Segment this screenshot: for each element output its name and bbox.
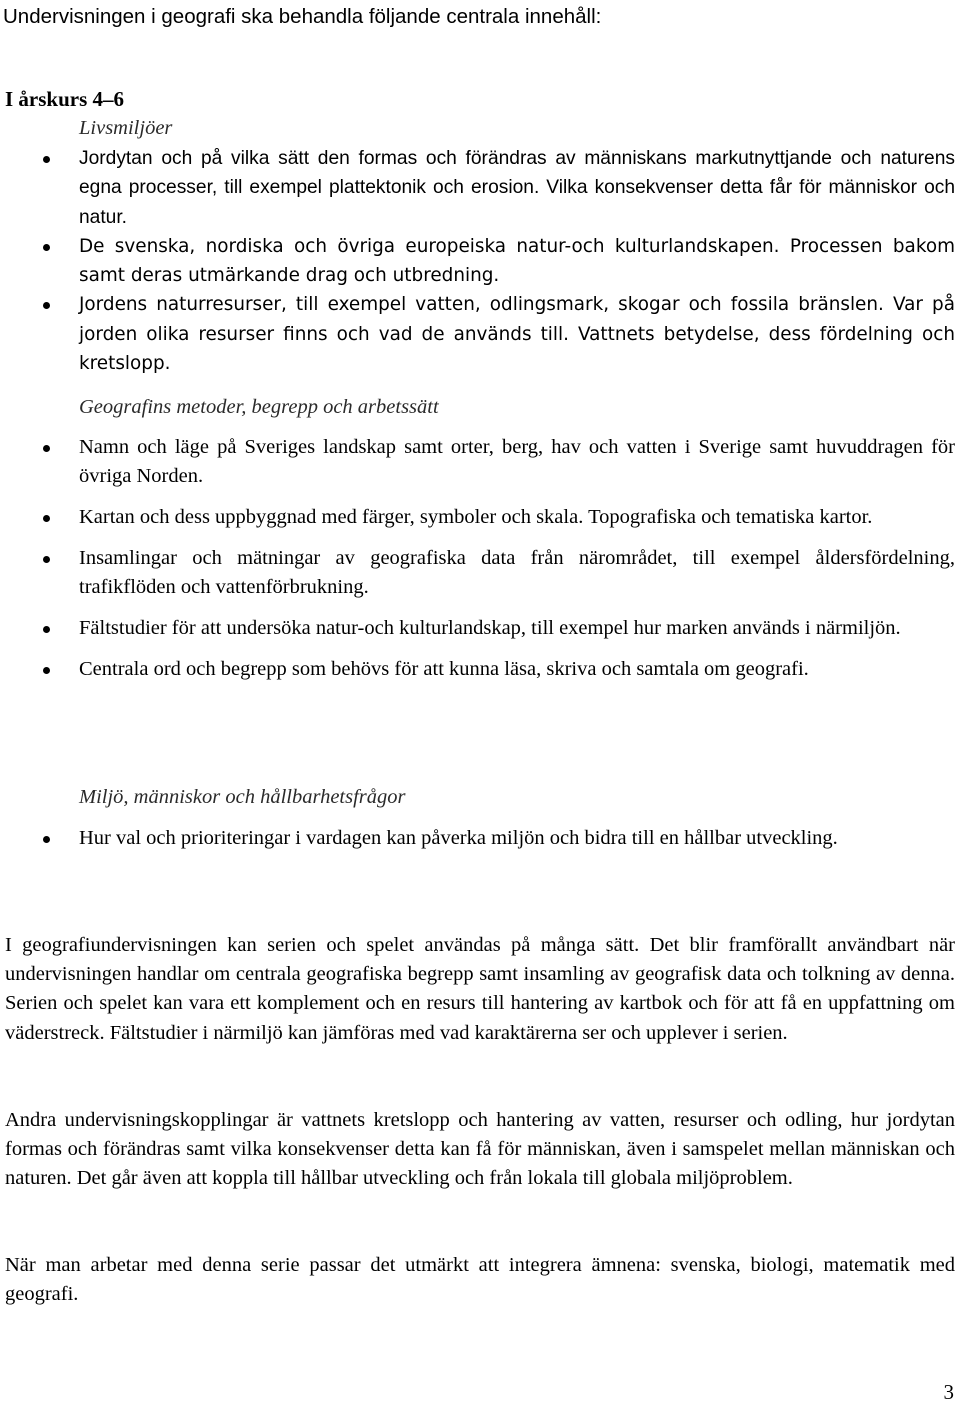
list-item: Jordytan och på vilka sätt den formas och förändras av människans markutnyttjande och naturens egna processer, till exempel plattektonik och erosion. Vilka konsekvenser detta får för människor och natur.: [79, 144, 955, 232]
list-item: Namn och läge på Sveriges landskap samt orter, berg, hav och vatten i Sverige samt huvuddragen för övriga Norden.: [79, 433, 955, 492]
bullet-icon: [43, 836, 50, 843]
grade-heading: I årskurs 4–6: [5, 87, 125, 111]
page-number: 3: [943, 1380, 954, 1404]
page-heading: Undervisningen i geografi ska behandla följande centrala innehåll:: [3, 5, 602, 28]
paragraph-connections: Andra undervisningskopplingar är vattnets kretslopp och hantering av vatten, resurser och odling, hur jordytan formas och förändras samt vilka konsekvenser detta kan få för människan, även i samspelet mellan människan och naturen. Det går även att koppla till hållbar utveckling och från lokala till globala miljöproblem.: [5, 1109, 955, 1190]
section-list-livsmiljoer: [79, 144, 955, 378]
paragraph-usage: I geografiundervisningen kan serien och spelet användas på många sätt. Det blir framförallt användbart när undervisningen handlar om centrala geografiska begrepp samt insamling av geografisk data och tolkning av denna. Serien och spelet kan vara ett komplement och en resurs till hantering av kartbok och för att få en uppfattning om väderstreck. Fältstudier i närmiljö kan jämföras med vad karaktärerna ser och upplever i serien.: [5, 934, 955, 1044]
list-item: Fältstudier för att undersöka natur-och kulturlandskap, till exempel hur marken används i närmiljön.: [79, 614, 955, 643]
bullet-icon: [43, 556, 50, 563]
bullet-icon: [43, 244, 50, 251]
section-list-miljo: [79, 824, 955, 853]
bullet-icon: [43, 667, 50, 674]
bullet-icon: [43, 302, 50, 309]
list-item: Hur val och prioriteringar i vardagen kan påverka miljön och bidra till en hållbar utveckling.: [79, 824, 955, 853]
bullet-icon: [43, 445, 50, 452]
list-item: De svenska, nordiska och övriga europeiska natur-och kulturlandskapen. Processen bakom samt deras utmärkande drag och utbredning.: [79, 232, 955, 291]
section-title-livsmiljoer: Livsmiljöer: [79, 117, 173, 139]
section-title-miljo: Miljö, människor och hållbarhetsfrågor: [79, 786, 406, 808]
list-item: Kartan och dess uppbyggnad med färger, symboler och skala. Topografiska och tematiska kartor.: [79, 503, 955, 532]
bullet-icon: [43, 156, 50, 163]
bullet-icon: [43, 626, 50, 633]
list-item: Jordens naturresurser, till exempel vatten, odlingsmark, skogar och fossila bränslen. Var på jorden olika resurser finns och vad de används till. Vattnets betydelse, dess fördelning och kretslopp.: [79, 290, 955, 378]
list-item: Centrala ord och begrepp som behövs för att kunna läsa, skriva och samtala om geografi.: [79, 655, 955, 684]
bullet-icon: [43, 515, 50, 522]
paragraph-integration: När man arbetar med denna serie passar det utmärkt att integrera ämnena: svenska, biologi, matematik med geografi.: [5, 1254, 955, 1306]
section-list-metoder: [79, 433, 955, 696]
list-item: Insamlingar och mätningar av geografiska data från närområdet, till exempel åldersfördelning, trafikflöden och vattenförbrukning.: [79, 544, 955, 603]
section-title-metoder: Geografins metoder, begrepp och arbetssätt: [79, 396, 439, 418]
